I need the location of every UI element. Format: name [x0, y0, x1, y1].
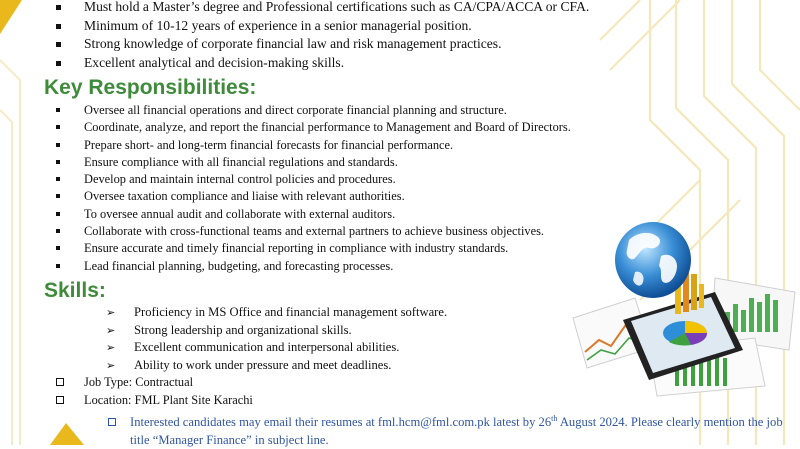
arrow-bullet-icon: ➢ [106, 306, 116, 319]
responsibilities-list [54, 102, 571, 275]
skill-text: Strong leadership and organizational skills. [134, 322, 352, 337]
responsibilities-heading: Key Responsibilities: [44, 76, 257, 99]
list-item: Must hold a Master’s degree and Professional certifications such as CA/CPA/ACCA or CFA. [54, 0, 589, 17]
list-item: Excellent analytical and decision-making skills. [54, 54, 589, 73]
skills-heading: Skills: [44, 279, 106, 302]
skill-text: Proficiency in MS Office and financial management software. [134, 305, 448, 319]
job-type [56, 374, 253, 392]
checkbox-icon [108, 418, 116, 426]
checkbox-icon [56, 396, 64, 404]
skill-text: Ability to work under pressure and meet deadlines. [134, 357, 392, 372]
list-item: Oversee all financial operations and direct corporate financial planning and structure. [54, 102, 571, 119]
finance-illustration [565, 200, 800, 400]
application-text [130, 414, 800, 449]
job-details-list [56, 374, 253, 409]
requirements-list [54, 0, 589, 72]
list-item [106, 339, 447, 357]
globe-icon [615, 222, 691, 298]
list-item: Collaborate with cross-functional teams and external partners to achieve business objectives. [54, 223, 571, 240]
list-item: Strong knowledge of corporate financial law and risk management practices. [54, 35, 589, 54]
apply-text-start: Interested candidates may email their resumes at fml.hcm@fml.com.pk latest by 26 [130, 415, 552, 429]
skills-list [106, 304, 447, 374]
list-item [106, 357, 447, 375]
date-suffix: th [551, 413, 558, 423]
list-item: Lead financial planning, budgeting, and forecasting processes. [54, 258, 571, 275]
arrow-bullet-icon: ➢ [106, 323, 116, 337]
job-location [56, 392, 253, 410]
skill-text: Excellent communication and interpersonal abilities. [134, 340, 400, 355]
apply-text-end: August 2024. Please clearly mention the job title “Manager Finance” in subject line. [130, 415, 783, 447]
list-item: To oversee annual audit and collaborate with external auditors. [54, 206, 571, 223]
job-location-text: Location: FML Plant Site Karachi [84, 392, 253, 407]
list-item: Oversee taxation compliance and liaise with relevant authorities. [54, 188, 571, 205]
list-item: Ensure accurate and timely financial reporting in compliance with industry standards. [54, 240, 571, 257]
arrow-bullet-icon: ➢ [106, 341, 116, 355]
list-item: Minimum of 10-12 years of experience in a senior managerial position. [54, 17, 589, 36]
list-item [106, 322, 447, 340]
arrow-bullet-icon: ➢ [106, 358, 116, 372]
job-type-text: Job Type: Contractual [84, 375, 194, 389]
list-item [106, 304, 447, 322]
checkbox-icon [56, 378, 64, 386]
list-item: Prepare short- and long-term financial forecasts for financial performance. [54, 137, 571, 154]
list-item: Ensure compliance with all financial regulations and standards. [54, 154, 571, 171]
list-item: Coordinate, analyze, and report the financial performance to Management and Board of Directors. [54, 119, 571, 136]
list-item: Develop and maintain internal control policies and procedures. [54, 171, 571, 188]
